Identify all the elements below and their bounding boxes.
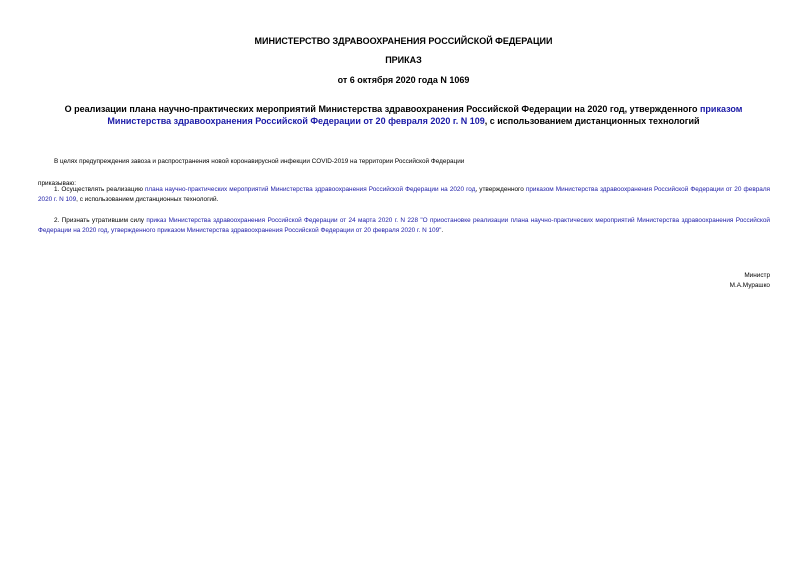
item-1-text-1: 1. Осуществлять реализацию bbox=[54, 186, 145, 193]
item-1-text-3: , с использованием дистанционных технологий. bbox=[76, 196, 219, 203]
title-text-1: О реализации плана научно-практических мероприятий Министерства здравоохранения Российской Федерации на 2020 год, утвержденного bbox=[64, 104, 700, 114]
title-text-2: , с использованием дистанционных технологий bbox=[484, 116, 700, 126]
title-order-link[interactable]: приказом Министерства здравоохранения Российской Федерации от 20 февраля 2020 г. N 109 bbox=[107, 104, 743, 126]
order-109-link[interactable]: приказом Министерства здравоохранения Российской Федерации от 20 февраля 2020 г. N 109 bbox=[38, 186, 771, 203]
document-date-number: от 6 октября 2020 года N 1069 bbox=[337, 75, 470, 85]
item-1-text-2: , утвержденного bbox=[475, 186, 526, 193]
item-2-text-2: . bbox=[441, 227, 444, 234]
item-1 bbox=[38, 185, 770, 205]
signature-name: М.А.Мурашко bbox=[729, 282, 770, 289]
document-title bbox=[60, 103, 747, 127]
preamble-text: В целях предупреждения завоза и распространения новой коронавирусной инфекции COVID-2019 на территории Российской Федерации bbox=[54, 158, 465, 165]
ministry-heading: МИНИСТЕРСТВО ЗДРАВООХРАНЕНИЯ РОССИЙСКОЙ ФЕДЕРАЦИИ bbox=[254, 36, 553, 46]
signature-block bbox=[730, 271, 770, 291]
signature-position: Министр bbox=[744, 272, 770, 279]
item-2-text-1: 2. Признать утратившим силу bbox=[54, 217, 147, 224]
order-228-link[interactable]: приказ Министерства здравоохранения Российской Федерации от 24 марта 2020 г. N 228 "О приостановке реализации плана научно-практических мероприятий Министерства здравоохранения Российской Федерации на 2020 год, утвержденного приказом Министерства здравоохранения Российской Федерации от 20 февраля 2020 г. N 109" bbox=[38, 217, 770, 234]
orders-text: приказываю: bbox=[38, 180, 76, 187]
document-type: ПРИКАЗ bbox=[385, 55, 422, 65]
item-2 bbox=[38, 216, 770, 236]
plan-link[interactable]: плана научно-практических мероприятий Министерства здравоохранения Российской Федерации на 2020 год bbox=[144, 186, 476, 193]
